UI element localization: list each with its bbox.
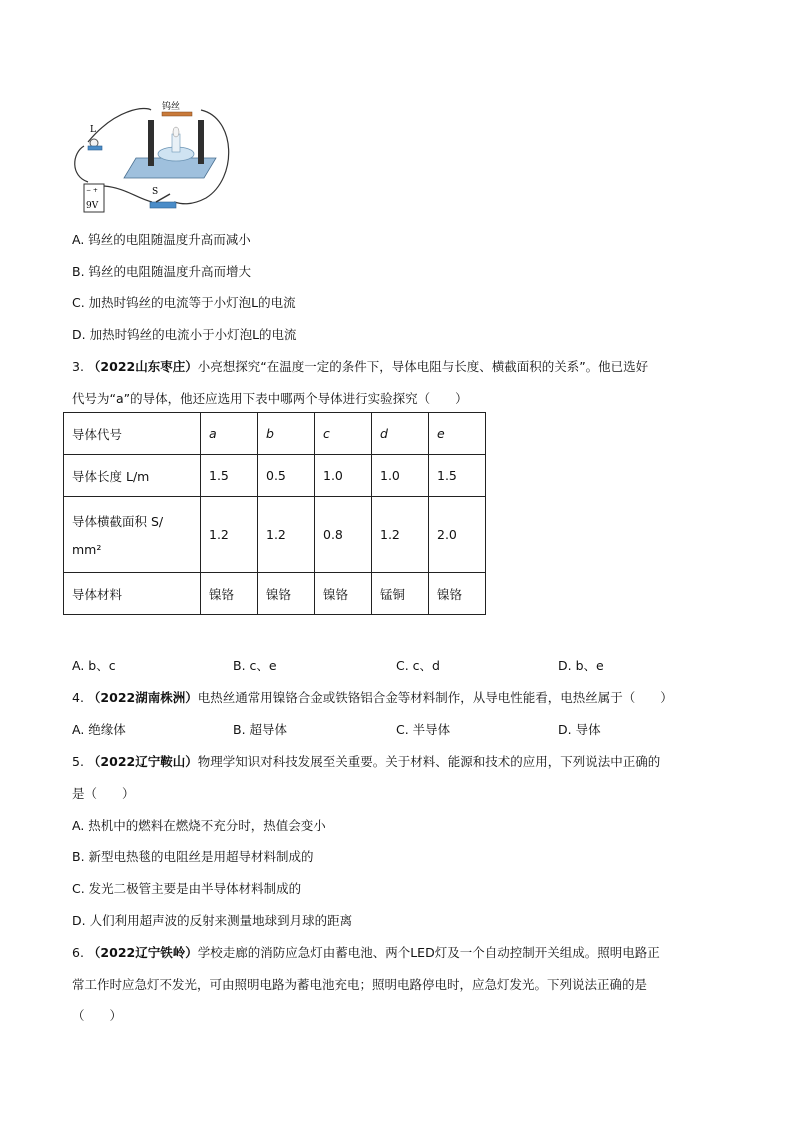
area-d: 1.2: [372, 497, 429, 573]
q4-option-d: D. 导体: [558, 722, 601, 737]
q3-option-b: B. c、e: [233, 658, 277, 673]
q2-option-b: B. 钨丝的电阻随温度升高而增大: [72, 264, 252, 279]
q5-stem-1: 物理学知识对科技发展至关重要。关于材料、能源和技术的应用，下列说法中正确的: [197, 754, 661, 769]
code-e: e: [429, 413, 486, 455]
battery-terminals: − +: [86, 187, 98, 194]
area-e: 2.0: [429, 497, 486, 573]
battery-label: 9V: [86, 201, 99, 211]
q4-option-a: A. 绝缘体: [72, 722, 126, 737]
code-b: b: [258, 413, 315, 455]
q4-option-c: C. 半导体: [396, 722, 451, 737]
material-e: 镍铬: [429, 573, 486, 615]
row-header-code: 导体代号: [64, 413, 201, 455]
wire-label: 钨丝: [162, 102, 181, 112]
material-b: 镍铬: [258, 573, 315, 615]
code-d: d: [372, 413, 429, 455]
q5-option-c: C. 发光二极管主要是由半导体材料制成的: [72, 881, 302, 896]
row-header-material: 导体材料: [64, 573, 201, 615]
q4-number: 4.: [72, 690, 84, 705]
q5-source: （2022辽宁鞍山）: [87, 754, 198, 769]
q6-stem-3: （ ）: [72, 1008, 123, 1023]
lamp-label: L: [90, 125, 96, 135]
q5-number: 5.: [72, 754, 84, 769]
area-c: 0.8: [315, 497, 372, 573]
table-row-area: [64, 497, 486, 573]
left-post: [148, 120, 154, 166]
area-header-text: 导体横截面积 S/: [72, 514, 164, 529]
q4-stem: 电热丝通常用镍铬合金或铁铬铝合金等材料制作，从导电性能看，电热丝属于（ ）: [197, 690, 673, 705]
table-row-length: [64, 455, 486, 497]
q5-option-d: D. 人们利用超声波的反射来测量地球到月球的距离: [72, 913, 353, 928]
row-header-length: 导体长度 L/m: [64, 455, 201, 497]
row-header-area: [64, 497, 201, 573]
code-c: c: [315, 413, 372, 455]
area-unit: mm²: [72, 542, 102, 557]
q4-option-b: B. 超导体: [233, 722, 288, 737]
wire-left: [75, 146, 88, 182]
material-d: 锰铜: [372, 573, 429, 615]
q3-number: 3.: [72, 359, 84, 374]
q4-source: （2022湖南株洲）: [87, 690, 198, 705]
q2-option-c: C. 加热时钨丝的电流等于小灯泡L的电流: [72, 295, 296, 310]
material-a: 镍铬: [201, 573, 258, 615]
q6-line1: [72, 943, 660, 961]
q2-option-a: A. 钨丝的电阻随温度升高而减小: [72, 232, 251, 247]
flame: [173, 127, 179, 137]
table-row-material: [64, 573, 486, 615]
circuit-figure: [66, 98, 236, 218]
right-post: [198, 120, 204, 164]
wire-bottom: [104, 186, 152, 202]
q3-option-a: A. b、c: [72, 658, 116, 673]
q3-option-d: D. b、e: [558, 658, 604, 673]
q5-option-b: B. 新型电热毯的电阻丝是用超导材料制成的: [72, 849, 314, 864]
q3-source: （2022山东枣庄）: [87, 359, 198, 374]
length-d: 1.0: [372, 455, 429, 497]
q5-line1: [72, 752, 660, 770]
length-e: 1.5: [429, 455, 486, 497]
q3-stem-1: 小亮想探究“在温度一定的条件下，导体电阻与长度、横截面积的关系”。他已选好: [197, 359, 649, 374]
q4-line: [72, 688, 673, 706]
q6-source: （2022辽宁铁岭）: [87, 945, 198, 960]
q3-option-c: C. c、d: [396, 658, 440, 673]
length-a: 1.5: [201, 455, 258, 497]
q3-line1: [72, 357, 648, 375]
q2-option-d: D. 加热时钨丝的电流小于小灯泡L的电流: [72, 327, 297, 342]
q6-stem-1: 学校走廊的消防应急灯由蓄电池、两个LED灯及一个自动控制开关组成。照明电路正: [197, 945, 660, 960]
length-c: 1.0: [315, 455, 372, 497]
q5-option-a: A. 热机中的燃料在燃烧不充分时，热值会变小: [72, 818, 326, 833]
conductor-table: [63, 412, 486, 615]
q3-stem-2: 代号为“a”的导体，他还应选用下表中哪两个导体进行实验探究（ ）: [72, 391, 468, 406]
switch-base: [150, 202, 176, 208]
switch-label: S: [152, 187, 159, 197]
code-a: a: [201, 413, 258, 455]
tungsten-wire: [162, 112, 192, 116]
q6-number: 6.: [72, 945, 84, 960]
wire-top-left: [88, 109, 151, 142]
lamp-base: [88, 146, 102, 150]
area-b: 1.2: [258, 497, 315, 573]
material-c: 镍铬: [315, 573, 372, 615]
length-b: 0.5: [258, 455, 315, 497]
area-a: 1.2: [201, 497, 258, 573]
q5-stem-2: 是（ ）: [72, 786, 135, 801]
table-row-code: [64, 413, 486, 455]
q6-stem-2: 常工作时应急灯不发光，可由照明电路为蓄电池充电；照明电路停电时，应急灯发光。下列说法正确的是: [72, 977, 648, 992]
